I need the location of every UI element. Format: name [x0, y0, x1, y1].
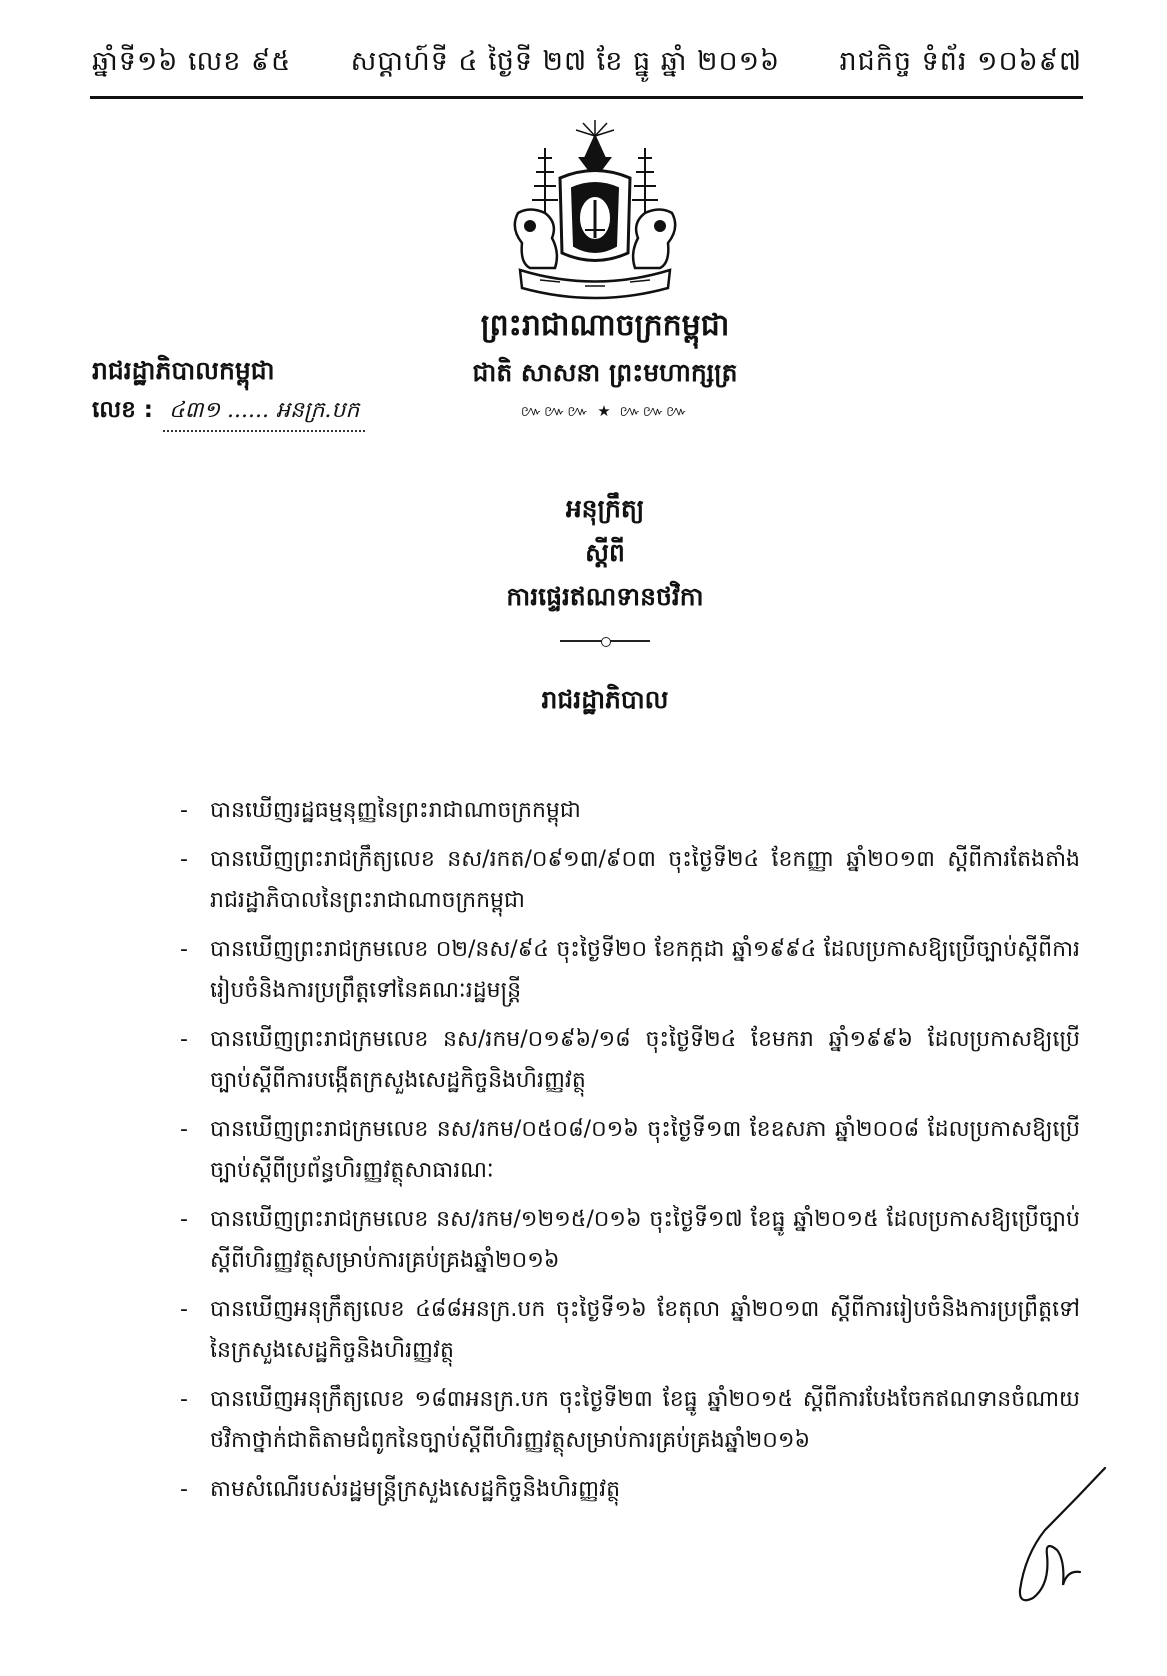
visa-item: - បានឃើញព្រះរាជក្រមលេខ នស/រកម/១២១៥/០១៦ ចុះថ្ងៃទី១៧ ខែធ្នូ ឆ្នាំ២០១៥ ដែលប្រកាសឱ្យប្រើច្បាប់ស្ដីពីហិរញ្ញវត្ថុសម្រាប់ការគ្រប់គ្រងឆ្នាំ២០១៦	[180, 1199, 1080, 1281]
royal-coat-of-arms-icon	[500, 118, 690, 304]
gazette-year-issue: ឆ្នាំទី១៦ លេខ ៩៥	[92, 45, 292, 77]
document-issuer: រាជរដ្ឋាភិបាល	[541, 685, 669, 714]
kingdom-title: ព្រះរាជាណាចក្រកម្ពុជា	[480, 308, 730, 343]
visa-list	[180, 790, 1080, 1518]
document-number-label: លេខ :	[92, 397, 154, 423]
visa-item: - បានឃើញព្រះរាជក្រមលេខ នស/រកម/០៥០៨/០១៦ ចុះថ្ងៃទី១៣ ខែឧសភា ឆ្នាំ២០០៨ ដែលប្រកាសឱ្យប្រើច្បាប់ស្ដីពីប្រព័ន្ធហិរញ្ញវត្ថុសាធារណៈ	[180, 1109, 1080, 1191]
national-motto: ជាតិ សាសនា ព្រះមហាក្សត្រ	[472, 358, 738, 387]
visa-item: - បានឃើញព្រះរាជក្រឹត្យលេខ នស/រកត/០៩១៣/៩០៣ ចុះថ្ងៃទី២៤ ខែកញ្ញា ឆ្នាំ២០១៣ ស្ដីពីការតែងតាំងរាជរដ្ឋាភិបាលនៃព្រះរាជាណាចក្រកម្ពុជា	[180, 839, 1080, 921]
section-divider	[560, 640, 650, 642]
visa-item: - បានឃើញអនុក្រឹត្យលេខ ៤៨៨អនក្រ.បក ចុះថ្ងៃទី១៦ ខែតុលា ឆ្នាំ២០១៣ ស្ដីពីការរៀបចំនិងការប្រព្រឹត្តទៅនៃក្រសួងសេដ្ឋកិច្ចនិងហិរញ្ញវត្ថុ	[180, 1289, 1080, 1371]
document-about: ស្ដីពី	[585, 538, 625, 567]
gazette-page-number: រាជកិច្ច ទំព័រ ១០៦៩៧	[839, 45, 1082, 77]
visa-item: - បានឃើញព្រះរាជក្រមលេខ នស/រកម/០១៩៦/១៨ ចុះថ្ងៃទី២៤ ខែមករា ឆ្នាំ១៩៩៦ ដែលប្រកាសឱ្យប្រើច្បាប់ស្ដីពីការបង្កើតក្រសួងសេដ្ឋកិច្ចនិងហិរញ្ញវត្ថុ	[180, 1019, 1080, 1101]
visa-item: - បានឃើញព្រះរាជក្រមលេខ ០២/នស/៩៤ ចុះថ្ងៃទី២០ ខែកក្កដា ឆ្នាំ១៩៩៤ ដែលប្រកាសឱ្យប្រើច្បាប់ស្ដីពីការរៀបចំនិងការប្រព្រឹត្តទៅនៃគណៈរដ្ឋមន្ដ្រី	[180, 929, 1080, 1011]
header-rule	[90, 96, 1083, 99]
gazette-header	[92, 44, 1082, 84]
document-number-value: ៤៣១ ...... អនក្រ.បក	[163, 396, 365, 432]
visa-item: - តាមសំណើរបស់រដ្ឋមន្ដ្រីក្រសួងសេដ្ឋកិច្ចនិងហិរញ្ញវត្ថុ	[180, 1469, 1080, 1510]
visa-item: - បានឃើញរដ្ឋធម្មនុញ្ញនៃព្រះរាជាណាចក្រកម្ពុជា	[180, 790, 1080, 831]
visa-item: - បានឃើញអនុក្រឹត្យលេខ ១៨៣អនក្រ.បក ចុះថ្ងៃទី២៣ ខែធ្នូ ឆ្នាំ២០១៥ ស្ដីពីការបែងចែកឥណទានចំណាយថវិកាថ្នាក់ជាតិតាមជំពូកនៃច្បាប់ស្ដីពីហិរញ្ញវត្ថុសម្រាប់ការគ្រប់គ្រងឆ្នាំ២០១៦	[180, 1379, 1080, 1461]
motto-ornament: ៚៚៚ ★ ៚៚៚	[520, 402, 690, 420]
issuing-office: រាជរដ្ឋាភិបាលកម្ពុជា	[92, 356, 275, 385]
document-type: អនុក្រឹត្យ	[565, 494, 645, 523]
document-number	[92, 396, 365, 432]
initial-signature-icon	[1005, 1460, 1115, 1610]
gazette-date: សប្ដាហ៍ទី ៤ ថ្ងៃទី ២៧ ខែ ធ្នូ ឆ្នាំ ២០១៦	[350, 45, 781, 77]
document-subject: ការផ្ទេរឥណទានថវិកា	[506, 582, 704, 611]
